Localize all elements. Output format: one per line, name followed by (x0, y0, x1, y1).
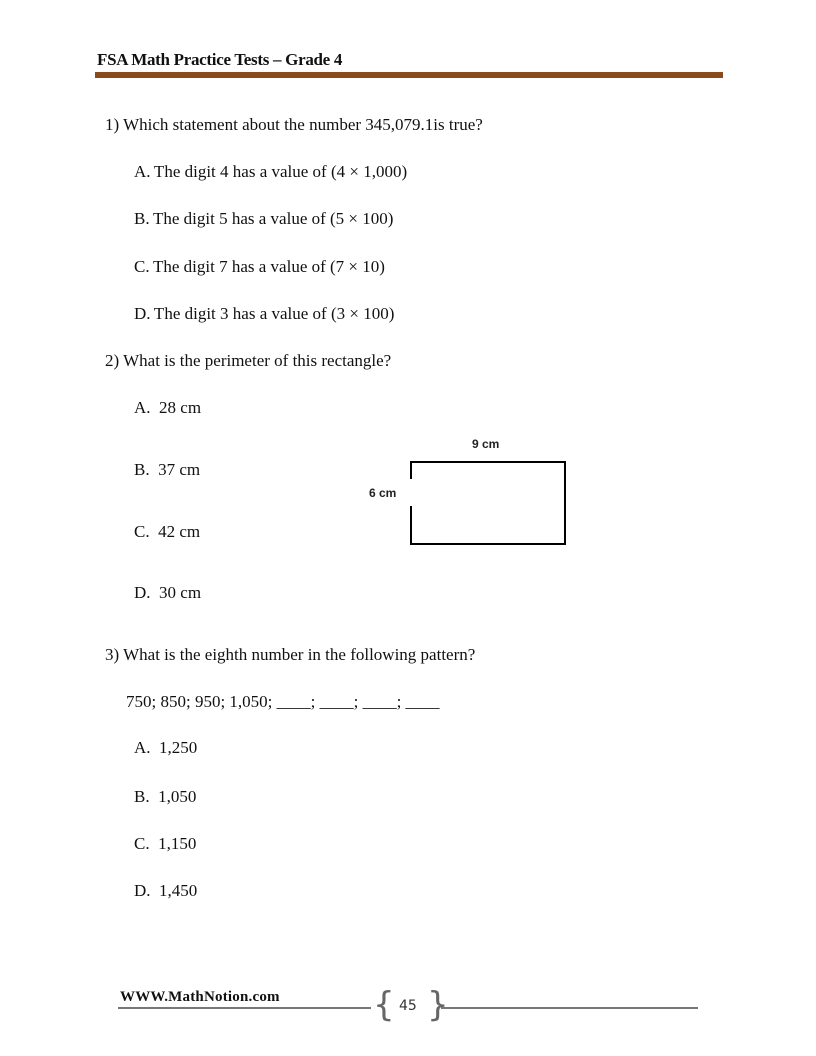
question-3-option-a: A. 1,250 (134, 738, 198, 757)
page-number-right-bracket-icon: } (427, 985, 449, 1025)
footer-website: WWW.MathNotion.com (120, 989, 280, 1005)
footer-rule-right (441, 1007, 698, 1009)
question-2-option-c: C. 42 cm (134, 522, 201, 541)
rectangle-left-edge-bottom (410, 506, 412, 543)
rectangle-left-edge-top (410, 461, 412, 479)
question-2-option-b: B. 37 cm (134, 460, 201, 479)
header-rule (95, 72, 723, 78)
rectangle-diagram (410, 461, 566, 545)
question-3-option-c: C. 1,150 (134, 834, 197, 853)
question-3-pattern: 750; 850; 950; 1,050; ____; ____; ____; ____ (126, 692, 440, 711)
rectangle-width-label: 9 cm (472, 437, 500, 451)
footer-rule-left (118, 1007, 371, 1009)
question-1-option-a: A. The digit 4 has a value of (4 × 1,000) (134, 162, 408, 181)
question-1-option-c: C. The digit 7 has a value of (7 × 10) (134, 257, 385, 276)
question-1-option-d: D. The digit 3 has a value of (3 × 100) (134, 304, 395, 323)
question-1-option-b: B. The digit 5 has a value of (5 × 100) (134, 209, 394, 228)
question-2-option-d: D. 30 cm (134, 583, 202, 602)
question-3-text: 3) What is the eighth number in the following pattern? (105, 645, 476, 664)
page-number-left-bracket-icon: { (373, 985, 395, 1025)
question-1-text: 1) Which statement about the number 345,079.1is true? (105, 115, 483, 134)
question-2-text: 2) What is the perimeter of this rectangle? (105, 351, 392, 370)
page-number: 45 (399, 998, 417, 1014)
rectangle-height-label: 6 cm (369, 486, 397, 500)
question-3-option-d: D. 1,450 (134, 881, 198, 900)
question-2-option-a: A. 28 cm (134, 398, 202, 417)
header-title: FSA Math Practice Tests – Grade 4 (97, 50, 343, 69)
question-3-option-b: B. 1,050 (134, 787, 197, 806)
